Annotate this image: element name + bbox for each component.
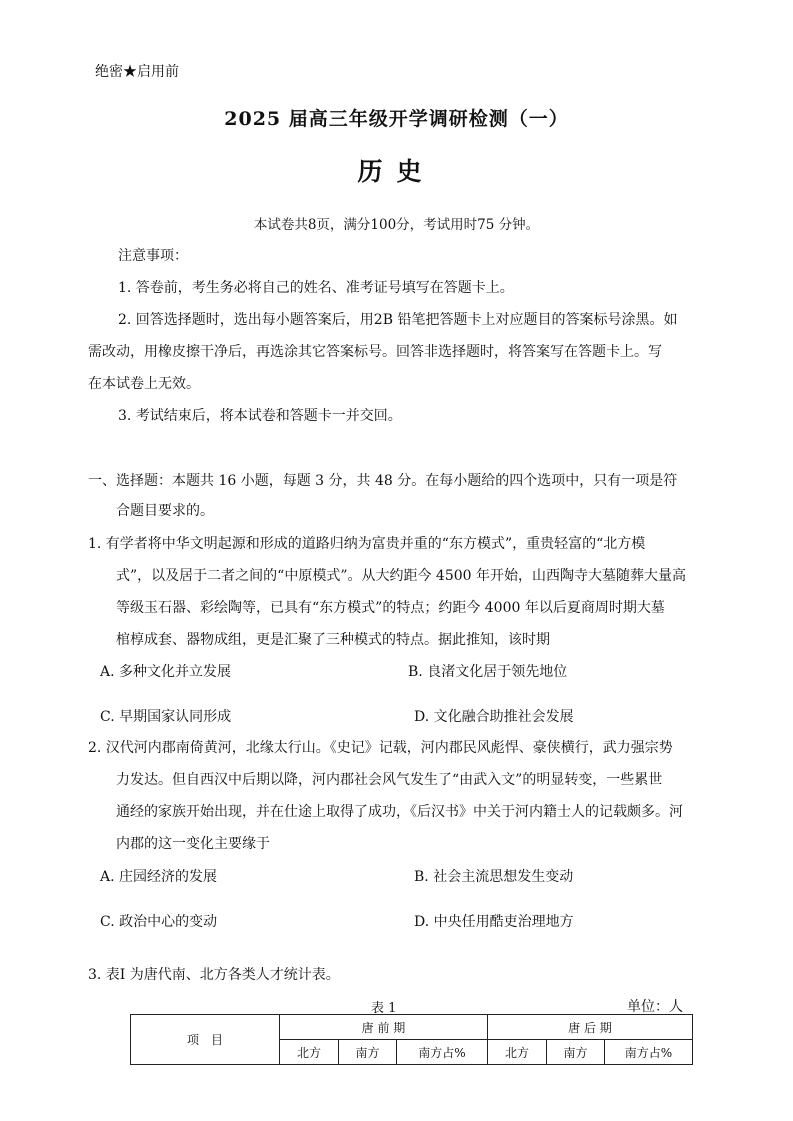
header-late-tang: 唐 后 期 xyxy=(488,1015,693,1040)
subject-title: 历史 xyxy=(357,157,436,186)
notes-heading: 注意事项： xyxy=(118,248,188,264)
header-item: 项 目 xyxy=(131,1015,280,1065)
header-early-tang: 唐 前 期 xyxy=(280,1015,488,1040)
confidential-label: 绝密★启用前 xyxy=(95,64,179,80)
table-caption: 表 1 xyxy=(371,1001,397,1016)
note-item-2-line-2: 需改动，用橡皮擦干净后，再选涂其它答案标号。回答非选择题时，将答案写在答题卡上。写 xyxy=(88,344,662,360)
header-late-north: 北方 xyxy=(488,1040,547,1065)
q2-line-1: 2. 汉代河内郡南倚黄河，北缘太行山。《史记》记载，河内郡民风彪悍、豪侠横行，武力强宗势 xyxy=(88,740,673,756)
q1-option-d: D. 文化融合助推社会发展 xyxy=(414,709,574,725)
q3-line-1: 3. 表Ⅰ 为唐代南、北方各类人才统计表。 xyxy=(88,967,340,983)
q1-line-4: 棺椁成套、器物成组，更是汇聚了三种模式的特点。据此推知，该时期 xyxy=(116,632,550,648)
q2-option-b: B. 社会主流思想发生变动 xyxy=(414,869,574,885)
note-item-1: 1. 答卷前，考生务必将自己的姓名、准考证号填写在答题卡上。 xyxy=(118,280,514,296)
q1-option-a: A. 多种文化并立发展 xyxy=(100,664,232,680)
q1-option-c: C. 早期国家认同形成 xyxy=(100,709,232,725)
header-early-south: 南方 xyxy=(339,1040,397,1065)
q1-line-1: 1. 有学者将中华文明起源和形成的道路归纳为富贵并重的“东方模式”，重贵轻富的“北方模 xyxy=(88,536,646,552)
q2-line-3: 通经的家族开始出现，并在仕途上取得了成功，《后汉书》中关于河内籍士人的记载颇多。河 xyxy=(116,804,683,820)
header-early-south-ratio: 南方占% xyxy=(397,1040,488,1065)
note-item-2-line-3: 在本试卷上无效。 xyxy=(88,376,200,392)
section-line-2: 合题目要求的。 xyxy=(116,503,214,519)
header-late-south: 南方 xyxy=(547,1040,605,1065)
q2-line-2: 力发达。但自西汉中后期以降，河内郡社会风气发生了“由武入文”的明显转变，一些累世 xyxy=(116,772,663,788)
exam-info: 本试卷共8页，满分100分，考试用时75 分钟。 xyxy=(253,217,540,233)
note-item-3: 3. 考试结束后，将本试卷和答题卡一并交回。 xyxy=(118,408,402,424)
q2-option-d: D. 中央任用酷吏治理地方 xyxy=(414,914,574,930)
header-late-south-ratio: 南方占% xyxy=(605,1040,693,1065)
table-unit: 单位：人 xyxy=(627,999,683,1015)
q1-option-b: B. 良渚文化居于领先地位 xyxy=(408,664,568,680)
q2-line-4: 内郡的这一变化主要缘于 xyxy=(116,836,270,852)
q1-line-3: 等级玉石器、彩绘陶等，已具有“东方模式”的特点；约距今 4000 年以后夏商周时期大墓 xyxy=(116,600,665,616)
q1-line-2: 式”，以及居于二者之间的“中原模式”。从大约距今 4500 年开始，山西陶寺大墓随葬大量高 xyxy=(116,568,686,584)
q2-option-c: C. 政治中心的变动 xyxy=(100,914,218,930)
section-line-1: 一、选择题：本题共 16 小题，每题 3 分，共 48 分。在每小题给的四个选项中，只有一项是符 xyxy=(88,473,678,489)
q2-option-a: A. 庄园经济的发展 xyxy=(100,869,218,885)
table-header-row xyxy=(131,1015,693,1040)
exam-title: 2025 届高三年级开学调研检测（一） xyxy=(224,108,569,130)
note-item-2-line-1: 2. 回答选择题时，选出每小题答案后，用2B 铅笔把答题卡上对应题目的答案标号涂黑。如 xyxy=(118,312,678,328)
talent-statistics-table xyxy=(130,1014,693,1065)
header-early-north: 北方 xyxy=(280,1040,339,1065)
